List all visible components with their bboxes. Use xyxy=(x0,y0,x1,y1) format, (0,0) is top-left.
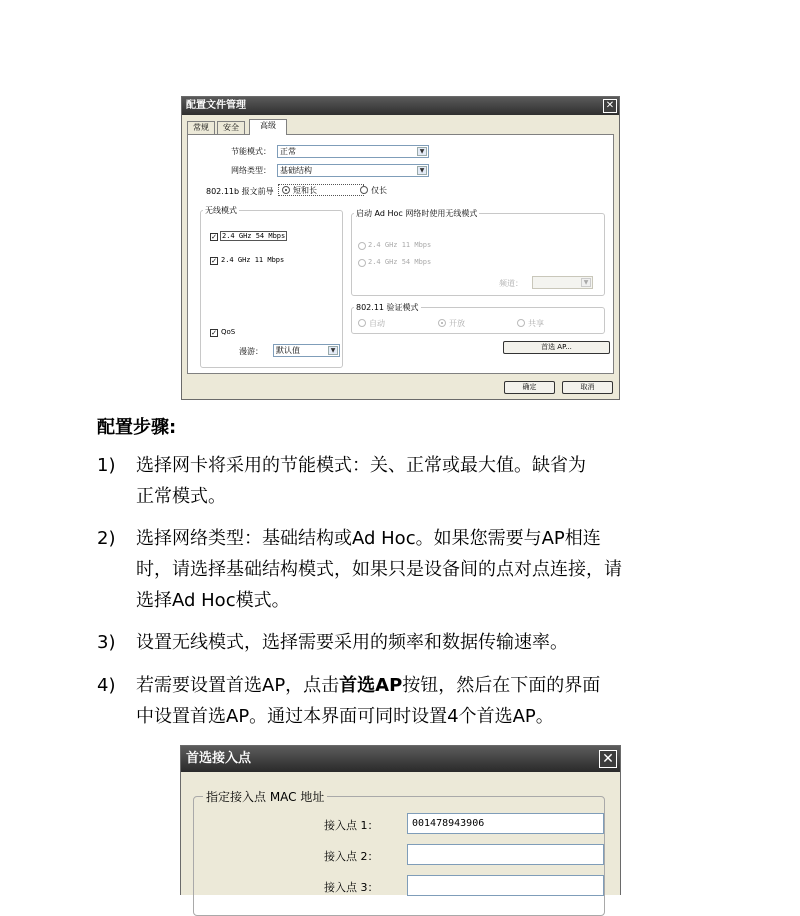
chevron-down-icon: ▼ xyxy=(328,346,338,355)
adhoc-54-label: 2.4 GHz 54 Mbps xyxy=(368,258,432,266)
power-mode-value: 正常 xyxy=(280,147,296,156)
ap-mac-group-title: 指定接入点 MAC 地址 xyxy=(203,788,327,805)
roaming-value: 默认值 xyxy=(276,346,300,355)
wireless-11-label: 2.4 GHz 11 Mbps xyxy=(221,256,285,264)
ap-1-input[interactable]: 001478943906 xyxy=(407,813,604,834)
qos-checkbox[interactable]: ✓ xyxy=(211,329,217,337)
step-number: 2) xyxy=(97,528,116,549)
chevron-down-icon: ▼ xyxy=(417,147,427,156)
cancel-button[interactable]: 取消 xyxy=(562,381,613,394)
chevron-down-icon: ▼ xyxy=(581,278,591,287)
step-1-line-2: 正常模式。 xyxy=(136,486,226,507)
config-steps-heading: 配置步骤: xyxy=(97,417,177,438)
step-2-line-2: 时，请选择基础结构模式，如果只是设备间的点对点连接，请 xyxy=(136,559,622,580)
auth-open-radio[interactable] xyxy=(438,319,446,327)
dialog-title-bar xyxy=(182,97,619,115)
preamble-long-only-label: 仅长 xyxy=(371,186,387,195)
preamble-short-long-radio[interactable] xyxy=(282,186,290,194)
step-number: 4) xyxy=(97,675,116,696)
adhoc-mode-group xyxy=(351,209,605,296)
preamble-long-only-radio[interactable] xyxy=(360,186,368,194)
step-4-line-1 xyxy=(136,670,716,701)
roaming-select[interactable] xyxy=(273,344,340,357)
auth-auto-radio[interactable] xyxy=(358,319,366,327)
profile-management-dialog xyxy=(181,96,620,400)
preferred-ap-dialog xyxy=(180,745,621,895)
network-type-label: 网络类型： xyxy=(231,166,271,175)
chevron-down-icon: ▼ xyxy=(417,166,427,175)
auth-open-label: 开放 xyxy=(449,319,465,328)
auth-shared-radio[interactable] xyxy=(517,319,525,327)
qos-label: QoS xyxy=(221,328,236,336)
wireless-54-checkbox[interactable]: ✓ xyxy=(211,233,217,241)
power-mode-label: 节能模式： xyxy=(231,147,271,156)
channel-select[interactable] xyxy=(532,276,593,289)
wireless-11-checkbox[interactable]: ✓ xyxy=(211,257,217,265)
adhoc-11-label: 2.4 GHz 11 Mbps xyxy=(368,241,432,249)
preamble-short-long-option[interactable] xyxy=(278,184,364,196)
ap-3-label: 接入点 3： xyxy=(324,881,379,894)
adhoc-54-radio[interactable] xyxy=(358,259,366,267)
step-number: 3) xyxy=(97,632,116,653)
step-3-line-1: 设置无线模式，选择需要采用的频率和数据传输速率。 xyxy=(136,632,568,653)
ok-button[interactable]: 确定 xyxy=(504,381,555,394)
ap-2-input[interactable] xyxy=(407,844,604,865)
channel-label: 频道： xyxy=(499,279,523,288)
step-number: 1) xyxy=(97,455,116,476)
auth-auto-label: 自动 xyxy=(369,319,385,328)
close-icon[interactable]: ✕ xyxy=(603,99,617,113)
ap-2-label: 接入点 2： xyxy=(324,850,379,863)
preamble-short-long-label: 短和长 xyxy=(293,186,317,195)
auth-mode-group xyxy=(351,303,605,334)
step-4-bold-button-ref: 首选AP xyxy=(339,675,403,696)
close-icon[interactable]: ✕ xyxy=(599,750,617,768)
ap-3-input[interactable] xyxy=(407,875,604,896)
roaming-label: 漫游： xyxy=(239,347,263,356)
step-2 xyxy=(97,523,727,616)
step-2-line-1: 选择网络类型：基础结构或Ad Hoc。如果您需要与AP相连 xyxy=(136,528,601,549)
tab-advanced[interactable]: 高级 xyxy=(249,119,287,135)
step-4-text-pre: 若需要设置首选AP，点击 xyxy=(136,675,340,696)
adhoc-11-radio[interactable] xyxy=(358,242,366,250)
wireless-54-label: 2.4 GHz 54 Mbps xyxy=(222,232,286,240)
ap-mac-group xyxy=(193,790,605,916)
dialog-title: 配置文件管理 xyxy=(186,100,246,111)
step-4-line-2: 中设置首选AP。通过本界面可同时设置4个首选AP。 xyxy=(136,706,554,727)
preferred-ap-button[interactable]: 首选 AP... xyxy=(503,341,610,354)
step-1-line-1: 选择网卡将采用的节能模式：关、正常或最大值。缺省为 xyxy=(136,455,586,476)
ap-1-label: 接入点 1： xyxy=(324,819,379,832)
dialog-title: 首选接入点 xyxy=(186,751,252,766)
adhoc-mode-title: 启动 Ad Hoc 网络时使用无线模式 xyxy=(356,209,478,218)
network-type-value: 基础结构 xyxy=(280,166,312,175)
preamble-label: 802.11b 报文前导 xyxy=(206,187,274,196)
step-4-text-post: 按钮，然后在下面的界面 xyxy=(402,675,601,696)
tab-security[interactable]: 安全 xyxy=(217,121,245,134)
dialog-title-bar xyxy=(181,746,620,772)
wireless-mode-title: 无线模式 xyxy=(205,206,237,215)
step-2-line-3: 选择Ad Hoc模式。 xyxy=(136,590,290,611)
step-4 xyxy=(97,670,727,732)
tab-general[interactable]: 常规 xyxy=(187,121,215,134)
step-1 xyxy=(97,450,727,512)
advanced-panel xyxy=(187,134,614,374)
step-3 xyxy=(97,627,727,658)
power-mode-select[interactable] xyxy=(277,145,429,158)
network-type-select[interactable] xyxy=(277,164,429,177)
auth-mode-title: 802.11 验证模式 xyxy=(356,303,419,312)
auth-shared-label: 共享 xyxy=(528,319,544,328)
